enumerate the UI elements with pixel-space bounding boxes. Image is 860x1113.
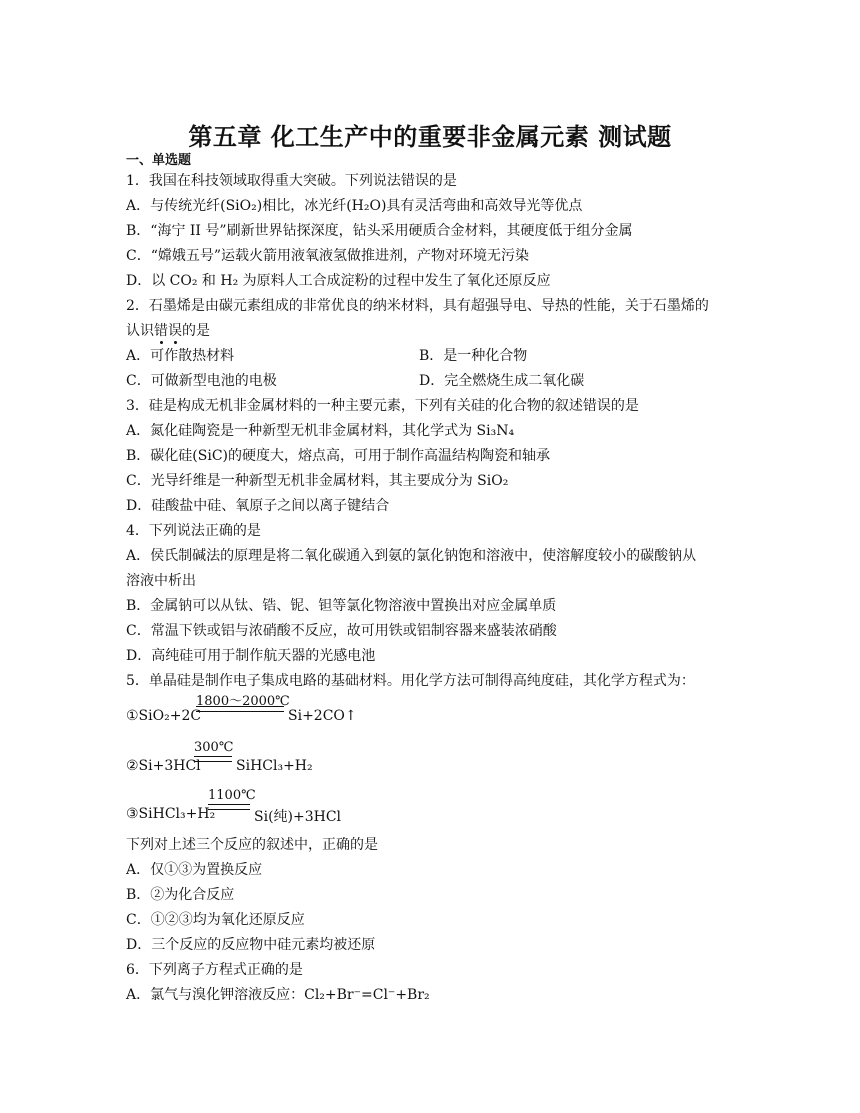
equation-1-equals-sign — [196, 706, 284, 712]
equation-1-products: Si+2CO↑ — [288, 708, 357, 724]
q4-option-d: D．高纯硅可用于制作航天器的光感电池 — [126, 648, 376, 664]
q4-stem: 4．下列说法正确的是 — [126, 523, 261, 539]
q2-stem-line2 — [126, 322, 210, 340]
q4-option-b: B．金属钠可以从钛、锆、铌、钽等氯化物溶液中置换出对应金属单质 — [126, 598, 557, 614]
q4-option-a-line2: 溶液中析出 — [126, 573, 196, 589]
q2-option-a: A．可作散热材料 — [126, 348, 235, 364]
equation-3 — [126, 788, 456, 828]
equation-1-reactants: ①SiO₂+2C — [126, 708, 202, 724]
q3-stem: 3．硅是构成无机非金属材料的一种主要元素，下列有关硅的化合物的叙述错误的是 — [126, 398, 639, 414]
q2-stem-suffix: 的是 — [182, 323, 210, 339]
equation-1-condition: 1800～2000℃ — [196, 694, 290, 709]
q5-option-d: D．三个反应的反应物中硅元素均被还原 — [126, 937, 376, 953]
equation-3-condition: 1100℃ — [208, 788, 256, 803]
q5-prompt: 下列对上述三个反应的叙述中，正确的是 — [126, 837, 378, 853]
equation-2-products: SiHCl₃+H₂ — [236, 758, 313, 774]
q1-option-a: A．与传统光纤(SiO₂)相比，冰光纤(H₂O)具有灵活弯曲和高效导光等优点 — [126, 198, 583, 214]
equation-2-condition: 300℃ — [194, 740, 234, 755]
q3-option-c: C．光导纤维是一种新型无机非金属材料，其主要成分为 SiO₂ — [126, 473, 509, 489]
equation-2-reactants: ②Si+3HCl — [126, 758, 201, 774]
equation-3-equals-sign — [208, 804, 250, 810]
q6-option-a: A．氯气与溴化钾溶液反应：Cl₂+Br⁻=Cl⁻+Br₂ — [126, 987, 430, 1003]
q2-option-c: C．可做新型电池的电极 — [126, 373, 277, 389]
equation-2 — [126, 740, 456, 780]
q2-option-d: D．完全燃烧生成二氧化碳 — [419, 373, 585, 389]
q2-stem-line1: 2．石墨烯是由碳元素组成的非常优良的纳米材料，具有超强导电、导热的性能，关于石墨烯的 — [126, 298, 709, 314]
q1-option-d: D．以 CO₂ 和 H₂ 为原料人工合成淀粉的过程中发生了氧化还原反应 — [126, 273, 551, 289]
q2-stem-prefix: 认识 — [126, 323, 154, 339]
q3-option-a: A．氮化硅陶瓷是一种新型无机非金属材料，其化学式为 Si₃N₄ — [126, 423, 515, 439]
equation-2-equals-sign — [194, 756, 232, 762]
q1-option-b: B．“海宁 II 号”刷新世界钻探深度，钻头采用硬质合金材料，其硬度低于组分金属 — [126, 223, 633, 239]
section-heading: 一、单选题 — [126, 153, 192, 168]
q1-stem: 1．我国在科技领域取得重大突破。下列说法错误的是 — [126, 173, 457, 189]
q5-option-b: B．②为化合反应 — [126, 887, 235, 903]
q2-emphasis-char-1: 错 — [154, 323, 168, 339]
q5-option-c: C．①②③均为氧化还原反应 — [126, 912, 305, 928]
page-title: 第五章 化工生产中的重要非金属元素 测试题 — [188, 122, 672, 151]
q3-option-d: D．硅酸盐中硅、氧原子之间以离子键结合 — [126, 498, 390, 514]
equation-1 — [126, 690, 456, 730]
q5-stem: 5．单晶硅是制作电子集成电路的基础材料。用化学方法可制得高纯度硅，其化学方程式为： — [126, 673, 695, 689]
q4-option-a-line1: A．侯氏制碱法的原理是将二氧化碳通入到氨的氯化钠饱和溶液中，使溶解度较小的碳酸钠从 — [126, 548, 697, 564]
q5-option-a: A．仅①③为置换反应 — [126, 862, 263, 878]
equation-3-reactants: ③SiHCl₃+H₂ — [126, 806, 216, 822]
q3-option-b: B．碳化硅(SiC)的硬度大，熔点高，可用于制作高温结构陶瓷和轴承 — [126, 448, 550, 464]
q6-stem: 6．下列离子方程式正确的是 — [126, 962, 303, 978]
q1-option-c: C．“嫦娥五号”运载火箭用液氧液氢做推进剂，产物对环境无污染 — [126, 248, 530, 264]
q4-option-c: C．常温下铁或铝与浓硝酸不反应，故可用铁或铝制容器来盛装浓硝酸 — [126, 623, 557, 639]
q2-option-b: B．是一种化合物 — [419, 348, 528, 364]
q2-emphasis-char-2: 误 — [168, 323, 182, 339]
equation-3-products: Si(纯)+3HCl — [254, 809, 342, 825]
